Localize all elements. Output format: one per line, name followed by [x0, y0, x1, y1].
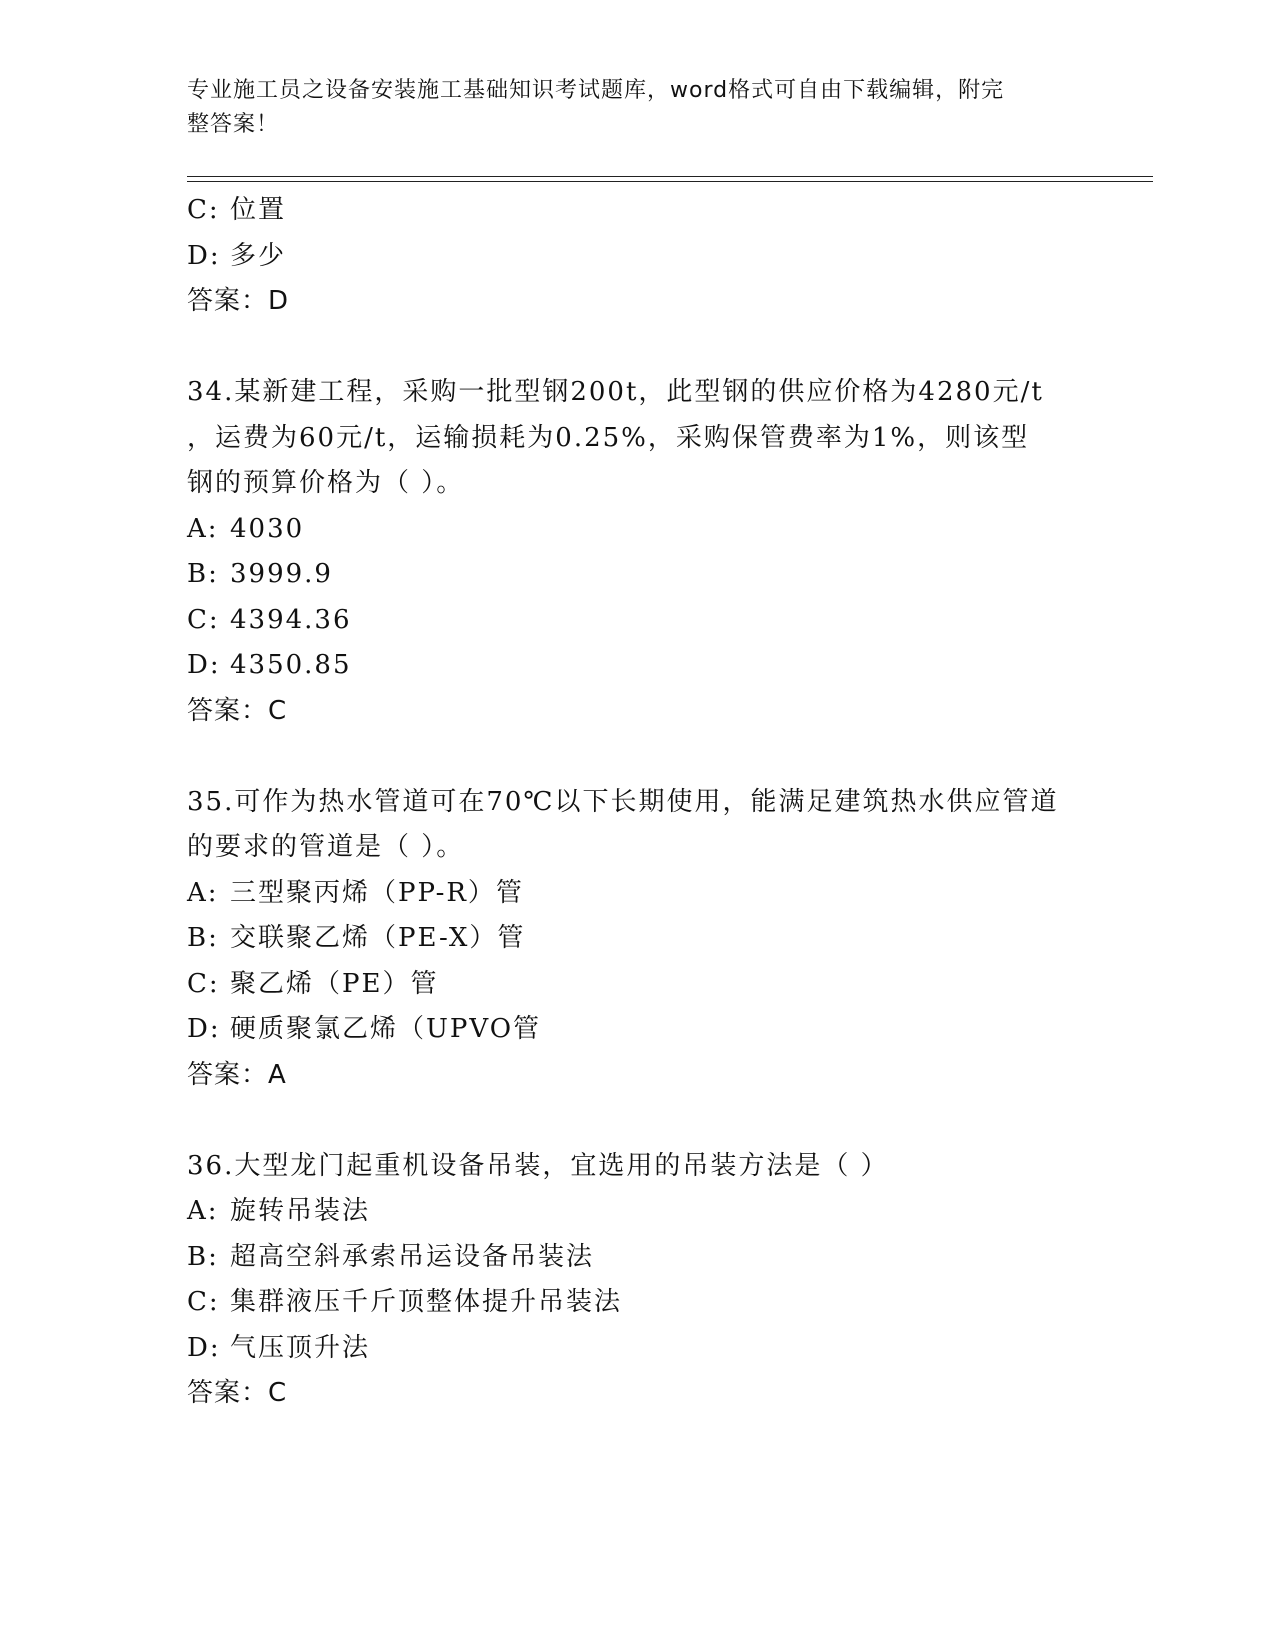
- option-d: [187, 1326, 1087, 1372]
- option-b: [187, 1235, 1087, 1281]
- question-text-line: 的要求的管道是（ ）。: [187, 832, 465, 862]
- option-c: [187, 188, 1087, 234]
- option-label: D:: [187, 650, 221, 680]
- option-label: C:: [187, 195, 220, 225]
- option-text: 3999.9: [230, 559, 333, 589]
- option-text: 三型聚丙烯（PP-R）管: [230, 877, 524, 908]
- option-text: 旋转吊装法: [230, 1196, 371, 1226]
- question-34: [187, 370, 1087, 734]
- option-label: D:: [187, 1014, 221, 1044]
- option-d: [187, 1007, 1087, 1053]
- answer-line: 答案：C: [187, 695, 288, 726]
- option-a: [187, 507, 1087, 553]
- option-c: [187, 598, 1087, 644]
- question-36: [187, 1144, 1087, 1417]
- spacer: [187, 325, 1087, 371]
- option-text: 气压顶升法: [230, 1332, 371, 1363]
- option-d: [187, 643, 1087, 689]
- option-b: [187, 552, 1087, 598]
- question-text-line: ，运费为60元/t，运输损耗为0.25%，采购保管费率为1%，则该型: [187, 422, 1030, 453]
- option-label: D:: [187, 1332, 221, 1363]
- question-35: [187, 780, 1087, 1099]
- question-text-line: 34.某新建工程，采购一批型钢200t，此型钢的供应价格为4280元/t: [187, 377, 1044, 407]
- answer-line: 答案：D: [187, 286, 290, 316]
- option-text: 聚乙烯（PE）管: [230, 968, 439, 999]
- option-text: 多少: [230, 240, 287, 271]
- option-a: [187, 1189, 1087, 1235]
- question-content: [187, 188, 1087, 1417]
- header-line-2: 整答案！: [187, 112, 280, 137]
- option-text: 4350.85: [230, 650, 352, 680]
- option-c: [187, 1280, 1087, 1326]
- option-text: 集群液压千斤顶整体提升吊装法: [230, 1287, 623, 1317]
- option-label: C:: [187, 968, 220, 999]
- option-b: [187, 916, 1087, 962]
- option-label: A:: [187, 513, 219, 544]
- question-text-line: 36.大型龙门起重机设备吊装，宜选用的吊装方法是（ ）: [187, 1150, 889, 1181]
- option-label: B:: [187, 1241, 219, 1272]
- document-header: [187, 74, 1067, 142]
- option-label: B:: [187, 559, 219, 589]
- question-text-line: 35.可作为热水管道可在70℃以下长期使用，能满足建筑热水供应管道: [187, 786, 1059, 817]
- previous-question-tail: [187, 188, 1087, 325]
- option-text: 4394.36: [230, 604, 352, 635]
- answer-line: 答案：A: [187, 1059, 287, 1090]
- header-line-1: 专业施工员之设备安装施工基础知识考试题库，word格式可自由下载编辑，附完: [187, 78, 1005, 103]
- answer-line: 答案：C: [187, 1378, 288, 1408]
- option-text: 硬质聚氯乙烯（UPVO管: [230, 1014, 542, 1044]
- spacer: [187, 1098, 1087, 1144]
- option-label: B:: [187, 923, 219, 953]
- option-text: 超高空斜承索吊运设备吊装法: [230, 1241, 595, 1272]
- option-label: C:: [187, 604, 220, 635]
- question-text-line: 钢的预算价格为（ ）。: [187, 468, 465, 498]
- option-d: [187, 234, 1087, 280]
- spacer: [187, 734, 1087, 780]
- option-text: 4030: [230, 513, 305, 544]
- option-label: D:: [187, 240, 221, 271]
- option-text: 位置: [230, 195, 287, 225]
- option-c: [187, 962, 1087, 1008]
- header-divider-bottom: [187, 181, 1153, 182]
- option-text: 交联聚乙烯（PE-X）管: [230, 923, 526, 953]
- option-label: C:: [187, 1287, 220, 1317]
- header-divider-top: [187, 176, 1153, 177]
- option-label: A:: [187, 877, 219, 908]
- option-label: A:: [187, 1196, 219, 1226]
- option-a: [187, 871, 1087, 917]
